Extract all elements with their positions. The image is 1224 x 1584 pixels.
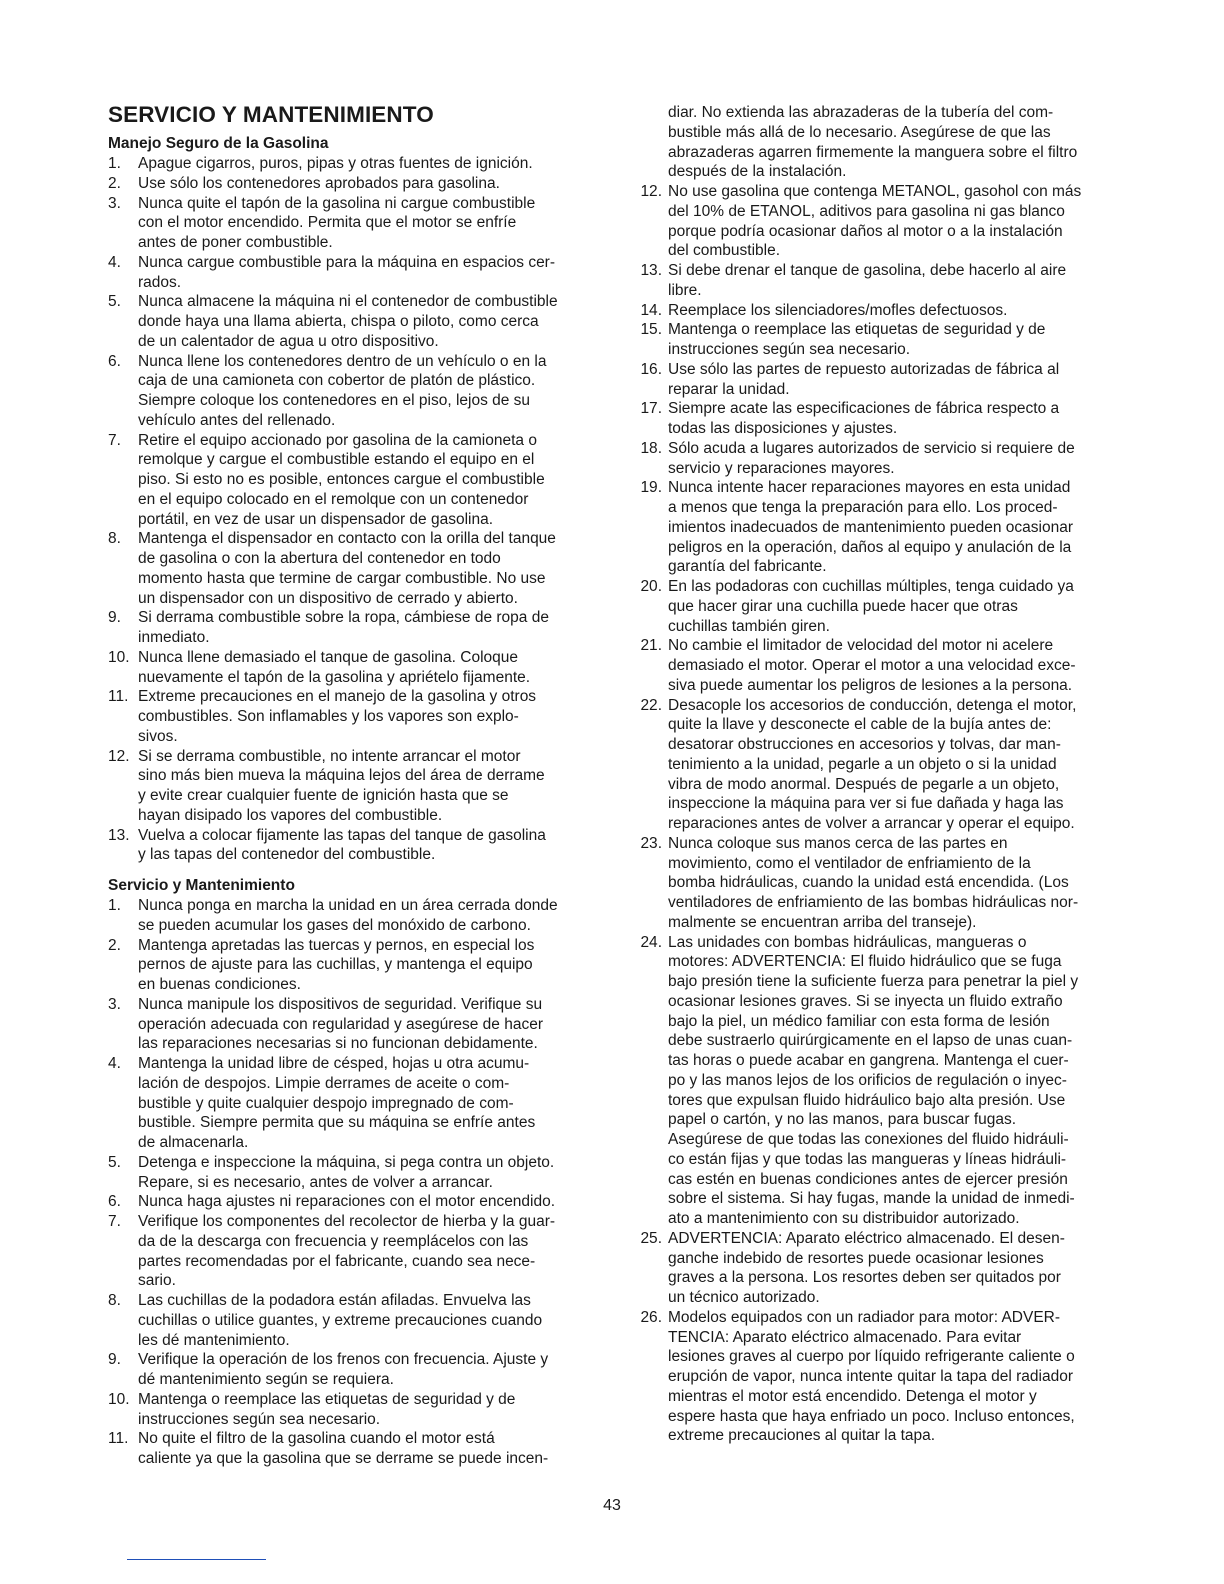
item-number: 9 .: [108, 608, 126, 628]
item-text-line: Siempre coloque los contenedores en el piso, lejos de su: [138, 392, 531, 409]
item-text-line: debe sustraerlo quirúrgicamente en el lapso de unas cuan-: [668, 1032, 1073, 1050]
list-item: [638, 360, 1143, 400]
item-text-line: Nunca ponga en marcha la unidad en un área cerrada donde: [138, 897, 558, 914]
list-item: [638, 696, 1143, 834]
item-text-line: abrazaderas agarren firmemente la manguera sobre el filtro: [668, 143, 1078, 161]
item-text-line: imientos inadecuados de mantenimiento pueden ocasionar: [668, 518, 1073, 536]
list-item: [108, 1212, 613, 1291]
item-text-line: sino más bien mueva la máquina lejos del área de derrame: [138, 767, 545, 785]
page-title: SERVICIO Y MANTENIMIENTO: [108, 102, 434, 127]
list-item: [108, 608, 613, 648]
item-number: 13 .: [638, 261, 662, 281]
item-text-line: papel o cartón, y no las manos, para buscar fugas.: [668, 1111, 1017, 1129]
item-text-line: bajo presión tiene la suficiente fuerza para penetrar la piel y: [668, 973, 1079, 990]
list-item: [108, 896, 613, 936]
item-text-line: movimiento, como el ventilador de enfriamiento de la: [668, 854, 1031, 872]
item-text-line: sario.: [138, 1272, 176, 1290]
service-maintenance-list-continued: [638, 103, 1143, 182]
item-text-line: libre.: [668, 281, 702, 299]
item-number: 6 .: [108, 352, 126, 372]
list-item: [108, 1153, 613, 1193]
item-text-line: de un calentador de agua u otro dispositivo.: [138, 332, 439, 350]
item-text-line: bustible y quite cualquier despojo impregnado de com-: [138, 1094, 514, 1112]
item-text-line: ganche indebido de resortes puede ocasionar lesiones: [668, 1249, 1044, 1267]
item-text-line: Extreme precauciones en el manejo de la gasolina y otros: [138, 688, 537, 706]
list-item: [638, 478, 1143, 577]
list-item: [108, 194, 613, 253]
item-text-line: po y las manos lejos de los orificios de regulación o inyec-: [668, 1071, 1067, 1089]
list-item: [638, 320, 1143, 360]
list-item: [108, 936, 613, 995]
item-text-line: del 10% de ETANOL, aditivos para gasolina ni gas blanco: [668, 202, 1065, 220]
item-number: 21 .: [638, 636, 662, 656]
item-text-line: en el equipo colocado en el remolque con un contenedor: [138, 490, 529, 508]
item-text-line: les dé mantenimiento.: [138, 1331, 290, 1349]
item-text-line: de almacenarla.: [138, 1134, 249, 1151]
item-text-line: Sólo acuda a lugares autorizados de servicio si requiere de: [668, 439, 1075, 457]
item-text-line: Nunca cargue combustible para la máquina en espacios cer-: [138, 253, 556, 271]
item-text-line: Vuelva a colocar fijamente las tapas del tanque de gasolina: [138, 826, 546, 844]
item-text-line: Nunca llene demasiado el tanque de gasolina. Coloque: [138, 648, 519, 666]
item-text-line: Si debe drenar el tanque de gasolina, debe hacerlo al aire: [668, 262, 1067, 279]
list-item: [108, 174, 613, 194]
list-item: [108, 431, 613, 530]
item-text-line: después de la instalación.: [668, 163, 847, 181]
gasoline-safety-list: [108, 154, 613, 865]
item-text-line: Las cuchillas de la podadora están afiladas. Envuelva las: [138, 1292, 531, 1309]
item-text-line: ADVERTENCIA: Aparato eléctrico almacenado. El desen-: [668, 1229, 1065, 1247]
item-text-line: caliente ya que la gasolina que se derrame se puede incen-: [138, 1450, 549, 1467]
list-item: [108, 648, 613, 688]
item-number: 8 .: [108, 1291, 126, 1311]
list-item: [108, 687, 613, 746]
item-text-line: inspeccione la máquina para ver si fue dañada y haga las: [668, 795, 1064, 813]
item-text-line: de gasolina o con la abertura del contenedor en todo: [138, 550, 501, 567]
item-text-line: Modelos equipados con un radiador para motor: ADVER-: [668, 1308, 1061, 1326]
item-number: 4 .: [108, 253, 126, 273]
item-text-line: tas horas o puede acabar en gangrena. Mantenga el cuer-: [668, 1052, 1069, 1069]
item-text-line: Retire el equipo accionado por gasolina de la camioneta o: [138, 431, 537, 449]
item-text-line: Repare, si es necesario, antes de volver a arrancar.: [138, 1173, 493, 1191]
item-text-line: antes de poner combustible.: [138, 234, 333, 251]
item-text-line: En las podadoras con cuchillas múltiples, tenga cuidado ya: [668, 578, 1074, 595]
item-text-line: reparar la unidad.: [668, 380, 790, 398]
item-text-line: Use sólo las partes de repuesto autorizadas de fábrica al: [668, 360, 1060, 378]
item-text-line: se pueden acumular los gases del monóxido de carbono.: [138, 916, 531, 934]
item-text-line: erupción de vapor, nunca intente quitar la tapa del radiador: [668, 1368, 1074, 1385]
item-text-line: siva puede aumentar los peligros de lesiones a la persona.: [668, 676, 1073, 694]
item-number: 10 .: [108, 648, 134, 668]
list-item: [638, 933, 1143, 1229]
item-number: 3 .: [108, 995, 126, 1015]
item-number: 18 .: [638, 439, 662, 459]
item-text-line: un dispensador con un dispositivo de cerrado y abierto.: [138, 589, 518, 607]
item-text-line: reparaciones antes de volver a arrancar y operar el equipo.: [668, 815, 1075, 832]
list-item: [108, 1192, 613, 1212]
item-text-line: piso. Si esto no es posible, entonces cargue el combustible: [138, 471, 545, 488]
item-text-line: rados.: [138, 273, 182, 291]
item-text-line: bustible más allá de lo necesario. Asegúrese de que las: [668, 123, 1051, 141]
list-item: [108, 1390, 613, 1430]
item-text-line: un técnico autorizado.: [668, 1289, 820, 1306]
item-number: 24 .: [638, 933, 662, 953]
list-item: [108, 1429, 613, 1469]
item-text-line: Las unidades con bombas hidráulicas, mangueras o: [668, 933, 1027, 951]
item-text-line: Verifique la operación de los frenos con frecuencia. Ajuste y: [138, 1351, 549, 1369]
item-number: 1 .: [108, 154, 126, 174]
item-number: 3 .: [108, 194, 126, 214]
list-item: [108, 529, 613, 608]
item-text-line: pernos de ajuste para las cuchillas, y mantenga el equipo: [138, 956, 533, 974]
item-text-line: que hacer girar una cuchilla puede hacer que otras: [668, 597, 1018, 615]
item-number: 7 .: [108, 1212, 126, 1232]
item-text-line: co están fijas y que todas las mangueras y líneas hidráuli-: [668, 1150, 1067, 1168]
item-text-line: caja de una camioneta con cobertor de platón de plástico.: [138, 372, 536, 390]
item-text-line: cuchillas también giren.: [668, 617, 830, 635]
item-text-line: bustible. Siempre permita que su máquina se enfríe antes: [138, 1114, 536, 1132]
item-text-line: portátil, en vez de usar un dispensador de gasolina.: [138, 510, 494, 528]
item-text-line: da de la descarga con frecuencia y reemplácelos con las: [138, 1232, 529, 1250]
item-text-line: demasiado el motor. Operar el motor a una velocidad exce-: [668, 657, 1076, 674]
item-number: 4 .: [108, 1054, 126, 1074]
item-text-line: lación de despojos. Limpie derrames de aceite o com-: [138, 1074, 510, 1092]
list-item: [638, 301, 1143, 321]
item-text-line: instrucciones según sea necesario.: [138, 1410, 381, 1428]
item-number: 6 .: [108, 1192, 126, 1212]
service-maintenance-list: [108, 896, 613, 1469]
list-item: [108, 1291, 613, 1350]
item-text-line: inmediato.: [138, 629, 210, 646]
item-text-line: Nunca quite el tapón de la gasolina ni cargue combustible: [138, 194, 536, 212]
item-number: 10 .: [108, 1390, 134, 1410]
list-item: [638, 636, 1143, 695]
item-text-line: Verifique los componentes del recolector de hierba y la guar-: [138, 1213, 556, 1230]
item-text-line: vehículo antes del rellenado.: [138, 411, 336, 429]
item-number: 11 .: [108, 1429, 134, 1449]
item-number: 13 .: [108, 826, 134, 846]
item-number: 19 .: [638, 478, 662, 498]
item-text-line: Asegúrese de que todas las conexiones del fluido hidráuli-: [668, 1131, 1069, 1148]
list-item: [108, 1054, 613, 1153]
item-number: 23 .: [638, 834, 662, 854]
item-number: 16 .: [638, 360, 662, 380]
item-number: 7 .: [108, 431, 126, 451]
item-number: 1 .: [108, 896, 126, 916]
item-text-line: Nunca intente hacer reparaciones mayores en esta unidad: [668, 479, 1071, 497]
item-text-line: Mantenga o reemplace las etiquetas de seguridad y de: [668, 321, 1046, 339]
item-text-line: porque podría ocasionar daños al motor o a la instalación: [668, 222, 1063, 240]
list-item: [108, 747, 613, 826]
list-item: [108, 1350, 613, 1390]
item-text-line: ocasionar lesiones graves. Si se inyecta un fluido extraño: [668, 992, 1063, 1010]
left-column: [108, 102, 613, 1469]
item-text-line: nuevamente el tapón de la gasolina y apriételo fijamente.: [138, 668, 531, 686]
item-text-line: Mantenga apretadas las tuercas y pernos, en especial los: [138, 936, 535, 954]
list-item: [638, 834, 1143, 933]
item-text-line: graves a la persona. Los resortes deben ser quitados por: [668, 1269, 1061, 1287]
list-item: [638, 439, 1143, 479]
item-text-line: sobre el sistema. Si hay fugas, mande la unidad de inmedi-: [668, 1190, 1075, 1208]
list-item-continuation: [638, 103, 1143, 182]
item-text-line: con el motor encendido. Permita que el motor se enfríe: [138, 214, 517, 232]
item-text-line: Si se derrama combustible, no intente arrancar el motor: [138, 747, 521, 765]
item-text-line: las reparaciones necesarias si no funcionan debidamente.: [138, 1035, 538, 1053]
list-item: [108, 352, 613, 431]
item-text-line: desatorar obstrucciones en accesorios y tolvas, dar man-: [668, 736, 1061, 753]
item-number: 15 .: [638, 320, 662, 340]
item-text-line: motores: ADVERTENCIA: El fluido hidráulico que se fuga: [668, 953, 1062, 971]
list-item: [638, 1229, 1143, 1308]
item-text-line: peligros en la operación, daños al equipo y anulación de la: [668, 538, 1072, 556]
item-text-line: tores que expulsan fluido hidráulico bajo alta presión. Use: [668, 1091, 1066, 1109]
item-text-line: momento hasta que termine de cargar combustible. No use: [138, 569, 546, 587]
item-text-line: lesiones graves al cuerpo por líquido refrigerante caliente o: [668, 1348, 1075, 1366]
item-text-line: del combustible.: [668, 242, 781, 260]
list-item: [638, 1308, 1143, 1446]
item-text-line: Nunca almacene la máquina ni el contenedor de combustible: [138, 293, 558, 311]
item-number: 17 .: [638, 399, 662, 419]
list-item: [108, 154, 613, 174]
item-text-line: Nunca llene los contenedores dentro de un vehículo o en la: [138, 352, 547, 370]
item-number: 5 .: [108, 292, 126, 312]
item-text-line: partes recomendadas por el fabricante, cuando sea nece-: [138, 1252, 536, 1270]
item-text-line: Si derrama combustible sobre la ropa, cámbiese de ropa de: [138, 609, 549, 627]
item-number: 2 .: [108, 174, 126, 194]
item-number: 2 .: [108, 936, 126, 956]
item-number: 20 .: [638, 577, 662, 597]
item-text-line: todas las disposiciones y ajustes.: [668, 420, 898, 437]
item-text-line: espere hasta que haya enfriado un poco. Incluso entonces,: [668, 1407, 1075, 1425]
item-text-line: Mantenga el dispensador en contacto con la orilla del tanque: [138, 530, 556, 548]
list-item: [638, 182, 1143, 261]
list-item: [108, 826, 613, 866]
item-text-line: diar. No extienda las abrazaderas de la tubería del com-: [668, 104, 1054, 121]
item-text-line: operación adecuada con regularidad y asegúrese de hacer: [138, 1015, 544, 1033]
item-text-line: Nunca coloque sus manos cerca de las partes en: [668, 834, 1008, 852]
item-text-line: y las tapas del contenedor del combustible.: [138, 846, 436, 864]
item-text-line: malmente se encuentran arriba del transeje).: [668, 913, 977, 931]
section-title-service-maintenance: Servicio y Mantenimiento: [108, 877, 295, 894]
item-number: 5 .: [108, 1153, 126, 1173]
list-item: [638, 261, 1143, 301]
item-text-line: dé mantenimiento según se requiera.: [138, 1371, 394, 1388]
item-number: 25 .: [638, 1229, 662, 1249]
item-text-line: extreme precauciones al quitar la tapa.: [668, 1427, 936, 1445]
item-text-line: No cambie el limitador de velocidad del motor ni acelere: [668, 637, 1054, 655]
item-text-line: No quite el filtro de la gasolina cuando el motor está: [138, 1430, 495, 1448]
item-text-line: ventiladores de enfriamiento de las bombas hidráulicas nor-: [668, 894, 1079, 911]
list-item: [108, 253, 613, 293]
item-text-line: en buenas condiciones.: [138, 976, 301, 993]
item-number: 22 .: [638, 696, 662, 716]
item-text-line: garantía del fabricante.: [668, 558, 827, 576]
item-text-line: bajo la piel, un médico familiar con esta forma de lesión: [668, 1012, 1050, 1030]
item-text-line: y evite crear cualquier fuente de ignición hasta que se: [138, 787, 509, 804]
item-text-line: cas estén en buenas condiciones antes de ejercer presión: [668, 1170, 1068, 1188]
item-text-line: Siempre acate las especificaciones de fábrica respecto a: [668, 400, 1060, 418]
service-maintenance-list-right: [638, 182, 1143, 1446]
item-number: 12 .: [108, 747, 134, 767]
item-text-line: Mantenga o reemplace las etiquetas de seguridad y de: [138, 1390, 516, 1408]
item-text-line: servicio y reparaciones mayores.: [668, 459, 895, 477]
item-number: 26 .: [638, 1308, 662, 1328]
item-text-line: donde haya una llama abierta, chispa o piloto, como cerca: [138, 313, 539, 330]
item-number: 12 .: [638, 182, 662, 202]
item-text-line: mientras el motor está encendido. Detenga el motor y: [668, 1387, 1037, 1405]
section-title-gasoline-safety: Manejo Seguro de la Gasolina: [108, 135, 329, 152]
list-item: [638, 577, 1143, 636]
item-number: 9 .: [108, 1350, 126, 1370]
right-column: [638, 103, 1143, 1446]
item-text-line: Detenga e inspeccione la máquina, si pega contra un objeto.: [138, 1153, 555, 1171]
list-item: [108, 292, 613, 351]
item-text-line: quite la llave y desconecte el cable de la bujía antes de:: [668, 716, 1052, 734]
page-number: 43: [603, 1497, 621, 1514]
item-text-line: Nunca haga ajustes ni reparaciones con el motor encendido.: [138, 1193, 556, 1211]
item-text-line: combustibles. Son inflamables y los vapores son explo-: [138, 708, 519, 725]
item-text-line: instrucciones según sea necesario.: [668, 341, 911, 358]
item-text-line: Mantenga la unidad libre de césped, hojas u otra acumu-: [138, 1055, 530, 1072]
item-text-line: sivos.: [138, 727, 178, 745]
item-text-line: tenimiento a la unidad, pegarle a un objeto o si la unidad: [668, 755, 1057, 773]
item-number: 14 .: [638, 301, 662, 321]
footer-rule: [127, 1559, 266, 1560]
item-number: 11 .: [108, 687, 134, 707]
item-text-line: Nunca manipule los dispositivos de seguridad. Verifique su: [138, 995, 543, 1013]
list-item: [108, 995, 613, 1054]
item-text-line: remolque y cargue el combustible estando el equipo en el: [138, 451, 535, 469]
item-number: 8 .: [108, 529, 126, 549]
item-text-line: hayan disipado los vapores del combustible.: [138, 806, 443, 824]
item-text-line: a menos que tenga la preparación para ello. Los proced-: [668, 499, 1058, 516]
item-text-line: cuchillas o utilice guantes, y extreme precauciones cuando: [138, 1311, 543, 1329]
item-text-line: bomba hidráulicas, cuando la unidad está encendida. (Los: [668, 874, 1069, 892]
item-text-line: Reemplace los silenciadores/mofles defectuosos.: [668, 301, 1008, 319]
item-text-line: No use gasolina que contenga METANOL, gasohol con más: [668, 183, 1082, 200]
item-text-line: Desacople los accesorios de conducción, detenga el motor,: [668, 696, 1077, 714]
item-text-line: Use sólo los contenedores aprobados para gasolina.: [138, 174, 500, 192]
item-text-line: Apague cigarros, puros, pipas y otras fuentes de ignición.: [138, 155, 533, 172]
list-item: [638, 399, 1143, 439]
item-text-line: ato a mantenimiento con su distribuidor autorizado.: [668, 1210, 1020, 1227]
item-text-line: TENCIA: Aparato eléctrico almacenado. Para evitar: [668, 1328, 1022, 1346]
item-text-line: vibra de modo anormal. Después de pegarle a un objeto,: [668, 775, 1060, 793]
